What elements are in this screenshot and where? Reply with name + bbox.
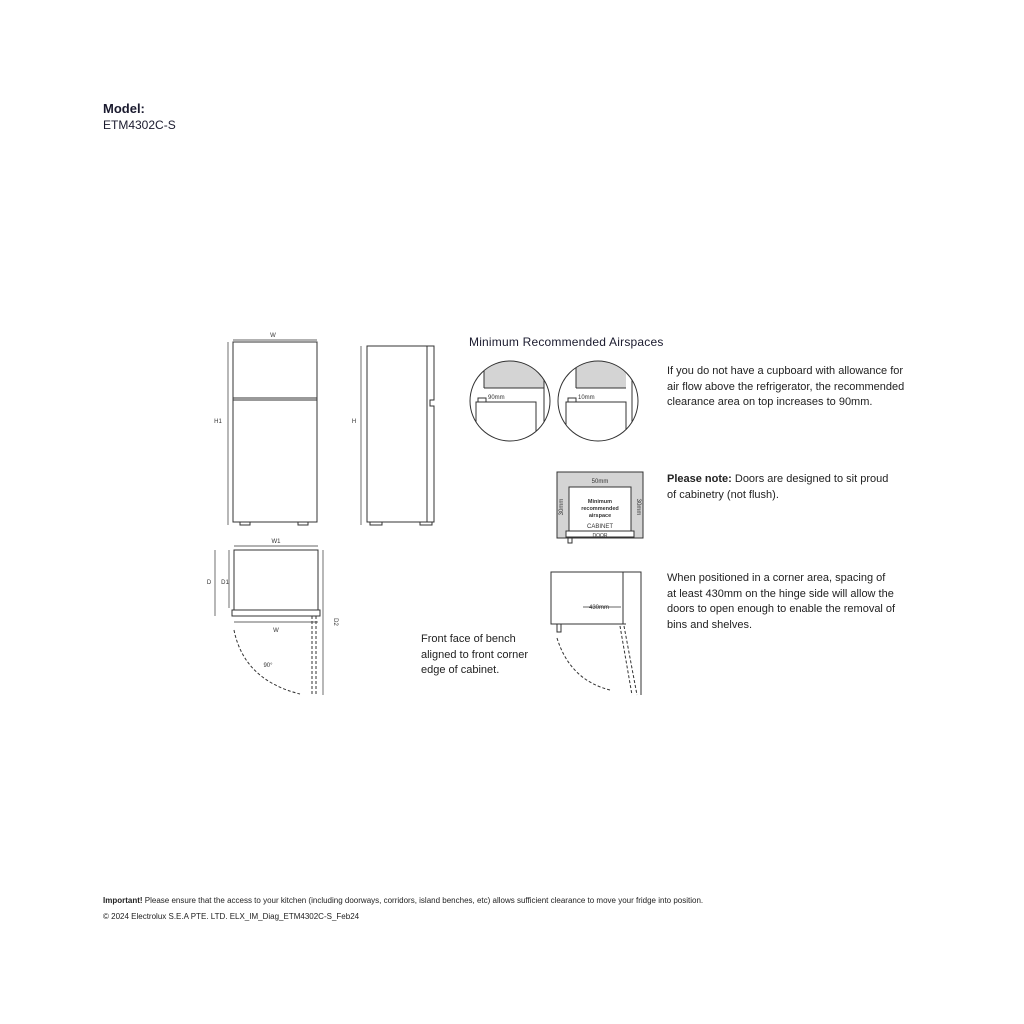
label-box-cabinet: CABINET [586,524,614,530]
label-box-left: 30mm [559,498,565,516]
label-front-width: W [270,333,276,339]
clearance-circle-left [470,360,550,452]
label-door-angle: 90° [263,663,273,669]
note-doors [667,472,897,503]
footer-important [103,896,703,905]
label-box-center-1: Minimum [587,499,613,505]
label-box-center-3: airspace [588,513,612,519]
label-box-center-2: recommended [581,506,619,512]
label-top-width: W1 [271,539,281,545]
label-top-depth1: D1 [221,580,229,586]
note-top-clearance: If you do not have a cupboard with allowance for air flow above the refrigerator, the recommended clearance area on top increases to 90mm. [667,365,905,408]
model-number: ETM4302C-S [103,118,176,132]
top-view [215,546,323,695]
note-doors-text: Doors are designed to sit proud of cabinetry (not flush). [667,473,889,501]
model-label: Model: [103,101,145,116]
label-side-height: H [351,419,357,425]
label-front-height: H1 [214,419,222,425]
footer-important-bold: Important! [103,896,143,905]
label-door-width: W [273,628,279,634]
label-circle-right: 10mm [578,395,595,401]
label-corner: 430mm [588,605,610,611]
label-box-top: 50mm [591,479,609,485]
label-circle-left: 90mm [488,395,505,401]
label-box-door: DOOR [592,533,608,539]
label-top-depth2: D2 [332,618,338,626]
corner-view [551,572,641,695]
label-box-right: 30mm [635,498,641,516]
front-view [228,340,317,525]
footer-important-text: Please ensure that the access to your kitchen (including doorways, corridors, island benches, etc) allows sufficient clearance to move your fridge into position. [142,896,704,905]
airspaces-title: Minimum Recommended Airspaces [469,335,664,349]
side-view [361,346,434,525]
note-bench: Front face of bench aligned to front corner edge of cabinet. [421,633,529,676]
note-corner: When positioned in a corner area, spacing of at least 430mm on the hinge side will allow the doors to open enough to enable the removal of bins and shelves. [667,572,896,631]
note-doors-bold: Please note: [667,473,732,485]
clearance-circle-right [558,360,638,452]
label-top-depth: D [206,580,212,586]
footer-copyright: © 2024 Electrolux S.E.A PTE. LTD. ELX_IM_Diag_ETM4302C-S_Feb24 [103,912,360,921]
